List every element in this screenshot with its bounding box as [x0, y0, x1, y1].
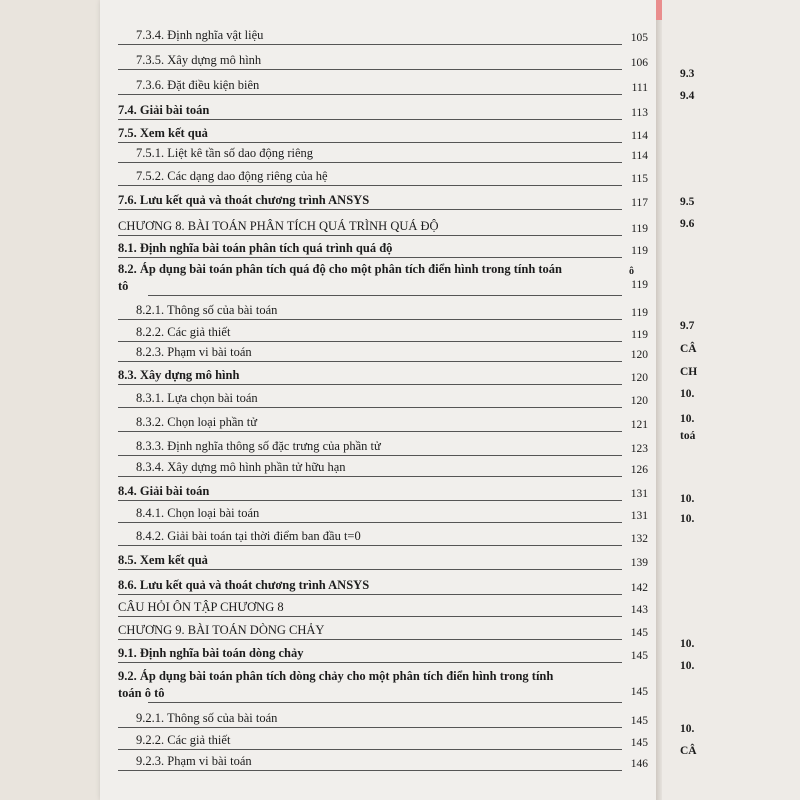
- toc-leader-line: [118, 639, 622, 640]
- toc-entry-label: 9.2.3. Phạm vi bài toán: [136, 754, 252, 768]
- toc-leader-line: [148, 702, 622, 703]
- toc-entry-label: 7.4. Giải bài toán: [118, 103, 210, 117]
- toc-entry-label: 8.3.4. Xây dựng mô hình phần tử hữu hạn: [136, 460, 346, 474]
- toc-entry-label: 7.3.5. Xây dựng mô hình: [136, 53, 262, 67]
- toc-page-number: 126: [630, 464, 648, 476]
- toc-entry-label: 7.5. Xem kết quả: [118, 126, 208, 140]
- toc-entry: [118, 304, 648, 320]
- toc-leader-line: [118, 662, 622, 663]
- toc-leader-line: [118, 185, 622, 186]
- toc-entry: [118, 104, 648, 120]
- toc-leader-line: [118, 319, 622, 320]
- toc-page-number: 119: [631, 223, 648, 235]
- toc-entry-label: 8.2.2. Các giả thiết: [136, 325, 231, 339]
- toc-entry: [118, 485, 648, 501]
- right-page-fragment: 10.: [680, 513, 695, 525]
- toc-entry-label: 8.3.3. Định nghĩa thông số đặc trưng của phần tử: [136, 439, 381, 453]
- right-page-fragment: 10.: [680, 493, 695, 505]
- toc-page-number: 106: [630, 57, 648, 69]
- toc-entry-label-line1: 8.2. Áp dụng bài toán phân tích quá độ cho một phân tích điển hình trong tính toán: [118, 262, 563, 276]
- right-page-fragment: CÂ: [680, 745, 697, 757]
- toc-entry: [118, 624, 648, 640]
- toc-entry-label-suffix: ô: [629, 266, 634, 277]
- toc-entry: [118, 194, 648, 210]
- book-page-left: [100, 0, 656, 800]
- right-page-fragment: 10.: [680, 388, 695, 400]
- toc-entry: [118, 734, 648, 750]
- toc-entry-label: 8.4.1. Chọn loại bài toán: [136, 506, 260, 520]
- toc-entry-label: 8.3.1. Lựa chọn bài toán: [136, 391, 258, 405]
- toc-leader-line: [118, 407, 622, 408]
- toc-page-number: 132: [630, 533, 648, 545]
- toc-leader-line: [118, 361, 622, 362]
- toc-page-number: 119: [631, 307, 648, 319]
- toc-entry: [118, 507, 648, 523]
- toc-page-number: 120: [630, 395, 648, 407]
- toc-entry: [118, 647, 648, 663]
- toc-page-number: 119: [631, 329, 648, 341]
- toc-entry: [118, 79, 648, 95]
- toc-entry: [118, 54, 648, 70]
- toc-entry-label: CÂU HỎI ÔN TẬP CHƯƠNG 8: [118, 600, 284, 614]
- toc-entry-label: 8.2.1. Thông số của bài toán: [136, 303, 278, 317]
- toc-entry: [118, 416, 648, 432]
- toc-entry-label: 9.1. Định nghĩa bài toán dòng chảy: [118, 646, 304, 660]
- toc-entry: [118, 579, 648, 595]
- toc-leader-line: [118, 257, 622, 258]
- toc-leader-line: [118, 476, 622, 477]
- toc-entry-label: 9.2.1. Thông số của bài toán: [136, 711, 278, 725]
- toc-entry-label: CHƯƠNG 8. BÀI TOÁN PHÂN TÍCH QUÁ TRÌNH QUÁ ĐỘ: [118, 219, 439, 233]
- toc-entry: [118, 170, 648, 186]
- toc-leader-line: [118, 455, 622, 456]
- toc-page-number: 120: [630, 349, 648, 361]
- book-page-right: [662, 0, 800, 800]
- toc-entry: [118, 712, 648, 728]
- toc-entry-label: 8.4. Giải bài toán: [118, 484, 210, 498]
- toc-leader-line: [118, 727, 622, 728]
- toc-leader-line: [118, 545, 622, 546]
- right-page-fragment: 10.: [680, 413, 695, 425]
- right-page-fragment: 9.7: [680, 320, 695, 332]
- toc-entry: [118, 554, 648, 570]
- right-page-fragment: CH: [680, 366, 698, 378]
- toc-entry-label: 8.1. Định nghĩa bài toán phân tích quá trình quá độ: [118, 241, 393, 255]
- toc-page-number: 143: [630, 604, 648, 616]
- right-page-fragment: 10.: [680, 660, 695, 672]
- toc-entry-label: 8.3.2. Chọn loại phần tử: [136, 415, 258, 429]
- right-page-fragment: 9.5: [680, 196, 695, 208]
- toc-entry: [118, 346, 648, 362]
- toc-leader-line: [148, 295, 622, 296]
- toc-entry-label: 8.3. Xây dựng mô hình: [118, 368, 240, 382]
- toc-page-number: 120: [630, 372, 648, 384]
- toc-page-number: 114: [631, 130, 648, 142]
- toc-leader-line: [118, 119, 622, 120]
- table-of-contents: [100, 0, 656, 800]
- toc-leader-line: [118, 431, 622, 432]
- toc-entry: [118, 601, 648, 617]
- toc-leader-line: [118, 384, 622, 385]
- toc-leader-line: [118, 94, 622, 95]
- toc-entry-label: 7.5.2. Các dạng dao động riêng của hệ: [136, 169, 328, 183]
- toc-leader-line: [118, 162, 622, 163]
- right-page-fragment: 9.3: [680, 68, 695, 80]
- toc-page-number: 145: [630, 627, 648, 639]
- toc-entry-label: 7.3.4. Định nghĩa vật liệu: [136, 28, 264, 42]
- toc-entry-label: 8.6. Lưu kết quả và thoát chương trình ANSYS: [118, 578, 370, 592]
- toc-leader-line: [118, 749, 622, 750]
- toc-leader-line: [118, 44, 622, 45]
- toc-entry: [118, 326, 648, 342]
- toc-page-number: 145: [630, 715, 648, 727]
- toc-leader-line: [118, 594, 622, 595]
- toc-entry: [118, 755, 648, 771]
- toc-leader-line: [118, 522, 622, 523]
- toc-entry: [118, 147, 648, 163]
- toc-entry: [118, 127, 648, 143]
- toc-page-number: 111: [631, 82, 648, 94]
- right-page-fragment: 10.: [680, 723, 695, 735]
- toc-leader-line: [118, 500, 622, 501]
- toc-entry: [118, 669, 648, 703]
- toc-page-number: 131: [630, 510, 648, 522]
- toc-leader-line: [118, 341, 622, 342]
- toc-page-number: 142: [630, 582, 648, 594]
- toc-entry: [118, 29, 648, 45]
- toc-entry-label-line1: 9.2. Áp dụng bài toán phân tích dòng chảy cho một phân tích điển hình trong tính: [118, 669, 554, 683]
- toc-entry-label: 7.5.1. Liệt kê tần số dao động riêng: [136, 146, 314, 160]
- toc-page-number: 115: [631, 173, 648, 185]
- toc-entry-label: 8.5. Xem kết quả: [118, 553, 208, 567]
- toc-entry-label: 8.2.3. Phạm vi bài toán: [136, 345, 252, 359]
- toc-entry: [118, 369, 648, 385]
- toc-page-number: 117: [631, 197, 648, 209]
- toc-entry: [118, 220, 648, 236]
- right-page-fragment: 9.4: [680, 90, 695, 102]
- toc-entry-label-line2: toán ô tô: [118, 686, 165, 700]
- toc-leader-line: [118, 69, 622, 70]
- right-page-fragment: 9.6: [680, 218, 695, 230]
- toc-page-number: 119: [631, 279, 648, 291]
- toc-page-number: 123: [630, 443, 648, 455]
- toc-page-number: 145: [630, 737, 648, 749]
- toc-leader-line: [118, 235, 622, 236]
- toc-page-number: 113: [631, 107, 648, 119]
- toc-leader-line: [118, 616, 622, 617]
- toc-entry-label: 7.6. Lưu kết quả và thoát chương trình ANSYS: [118, 193, 370, 207]
- toc-page-number: 131: [630, 488, 648, 500]
- toc-entry-label: 9.2.2. Các giả thiết: [136, 733, 231, 747]
- toc-entry: [118, 461, 648, 477]
- toc-entry-label: 7.3.6. Đặt điều kiện biên: [136, 78, 260, 92]
- toc-entry-label: CHƯƠNG 9. BÀI TOÁN DÒNG CHẢY: [118, 623, 325, 637]
- toc-entry-label: 8.4.2. Giải bài toán tại thời điểm ban đầu t=0: [136, 529, 361, 543]
- toc-page-number: 145: [630, 686, 648, 698]
- right-page-fragment: 10.: [680, 638, 695, 650]
- toc-page-number: 146: [630, 758, 648, 770]
- toc-entry-label-line2: tô: [118, 279, 129, 293]
- toc-entry: [118, 242, 648, 258]
- toc-leader-line: [118, 209, 622, 210]
- toc-leader-line: [118, 770, 622, 771]
- toc-leader-line: [118, 142, 622, 143]
- toc-leader-line: [118, 569, 622, 570]
- right-page-fragment: toá: [680, 430, 696, 442]
- toc-entry: [118, 440, 648, 456]
- toc-page-number: 145: [630, 650, 648, 662]
- toc-page-number: 139: [630, 557, 648, 569]
- toc-page-number: 105: [630, 32, 648, 44]
- toc-entry: [118, 530, 648, 546]
- toc-entry: [118, 392, 648, 408]
- toc-page-number: 119: [631, 245, 648, 257]
- right-page-fragment: CÂ: [680, 343, 697, 355]
- toc-page-number: 114: [631, 150, 648, 162]
- toc-page-number: 121: [630, 419, 648, 431]
- toc-entry: [118, 262, 648, 296]
